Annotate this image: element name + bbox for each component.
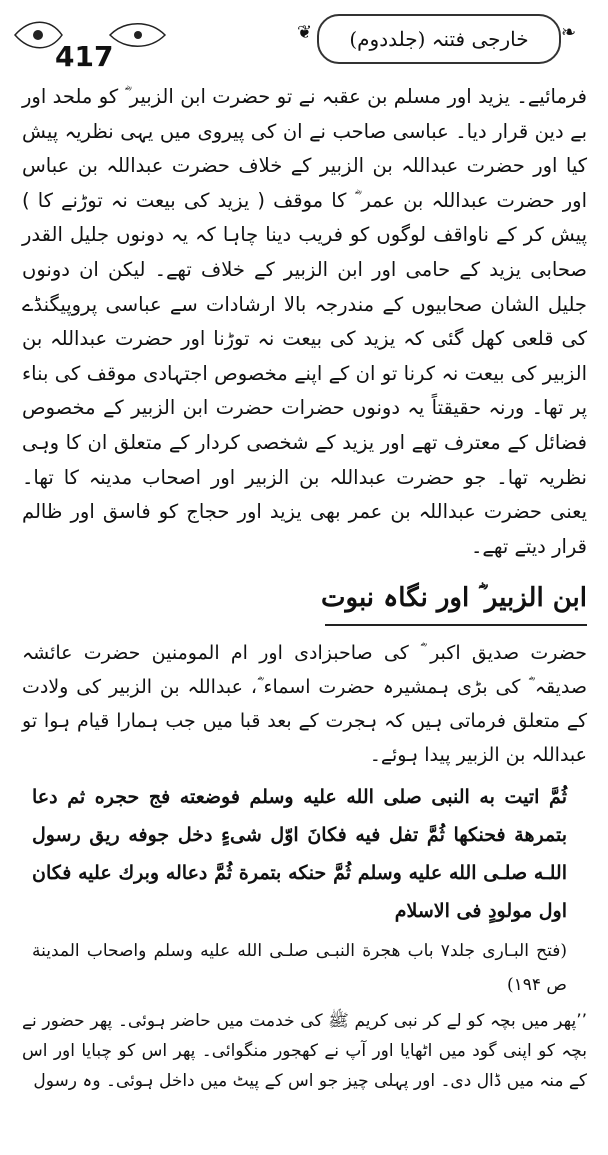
- paragraph-1: فرمائیے۔ یزید اور مسلم بن عقبہ نے تو حضرت ابن الزبیر ؓ کو ملحد اور بے دین قرار دیا۔ عباسی صاحب نے ان کی پیروی میں یہی نظریہ پیش کیا اور حضرت عبداللہ بن الزبیر کے خلاف حضرت عبداللہ بن عباس اور حضرت عبداللہ بن عمر ؓ کا موقف ( یزید کی بیعت نہ توڑنے کا ) پیش کر کے ناواقف لوگوں کو فریب دینا چاہا کہ یہ دونوں جلیل القدر صحابی یزید کے حامی اور ابن الزبیر کے خلاف تھے۔ لیکن ان دونوں جلیل الشان صحابیوں کے مندرجہ بالا ارشادات سے عباسی پروپیگنڈے کی قلعی کھل گئی کہ یزید کی بیعت نہ توڑنا اور حضرت عبداللہ بن الزبیر کی بیعت نہ کرنا تو ان کے اپنے مخصوص اجتہادی موقف کی بناء پر تھا۔ ورنہ حقیقتاً یہ دونوں حضرات حضرت ابن الزبیر کے مخصوص فضائل کے معترف تھے اور یزید کے شخصی کردار کے متعلق ان کا وہی نظریہ تھا۔ جو حضرت عبداللہ بن الزبیر اور اصحاب مدینہ کا تھا۔ یعنی حضرت عبداللہ بن عمر بھی یزید اور حجاج کو فاسق اور ظالم قرار دیتے تھے۔: [22, 85, 587, 558]
- section-heading: ابن الزبیر ؓ اور نگاہ نبوت: [321, 583, 587, 614]
- section-heading-block: [22, 574, 587, 630]
- reference-citation: (فتح البـاری جلد۷ باب هجرة النبـی صلـی الله علیه وسلم واصحاب المدینة ص ۱۹۴): [32, 941, 567, 996]
- translation-text: ’’پھر میں بچہ کو لے کر نبی کریم ﷺ کی خدمت میں حاضر ہوئی۔ پھر حضور نے بچہ کو اپنی گود میں اٹھایا اور آپ نے کھجور منگوائی۔ پھر اس کو چبایا اور اس کے منہ میں ڈال دی۔ اور پہلی چیز جو اس کے پیٹ میں داخل ہوئی۔ وہ رسول: [22, 1011, 587, 1092]
- book-title: خارجی فتنہ (جلددوم): [317, 14, 561, 64]
- arabic-quote: ثُمَّ اتیت به النبی صلی الله علیه وسلم فوضعته فج حجره ثم دعا بتمرهة فحنکها ثُمَّ تفل فیه فکانَ اوّل شیءٍ دخل جوفه ریق رسول اللـه صلـی الله علیه وسلم ثُمَّ حنکه بتمرة ثُمَّ دعاله وبرك علیه فکان اول مولودٍ فی الاسلام: [32, 786, 567, 923]
- paragraph-2: حضرت صدیق اکبر ؓ کی صاحبزادی اور ام المومنین حضرت عائشہ صدیقہ ؓ کی بڑی ہمشیرہ حضرت اسماء ؓ، عبداللہ بن الزبیر کی ولادت کے متعلق فرماتی ہیں کہ ہجرت کے بعد قبا میں جب ہمارا قیام ہوا تو عبداللہ بن الزبیر پیدا ہوئے۔: [22, 642, 587, 767]
- heading-underline: [325, 624, 587, 626]
- page-number: 417: [55, 40, 114, 73]
- page-content: [22, 80, 587, 1096]
- title-left-flourish-icon: ❦: [297, 22, 313, 43]
- page-header: [0, 0, 608, 80]
- title-right-flourish-icon: ❧: [561, 22, 577, 43]
